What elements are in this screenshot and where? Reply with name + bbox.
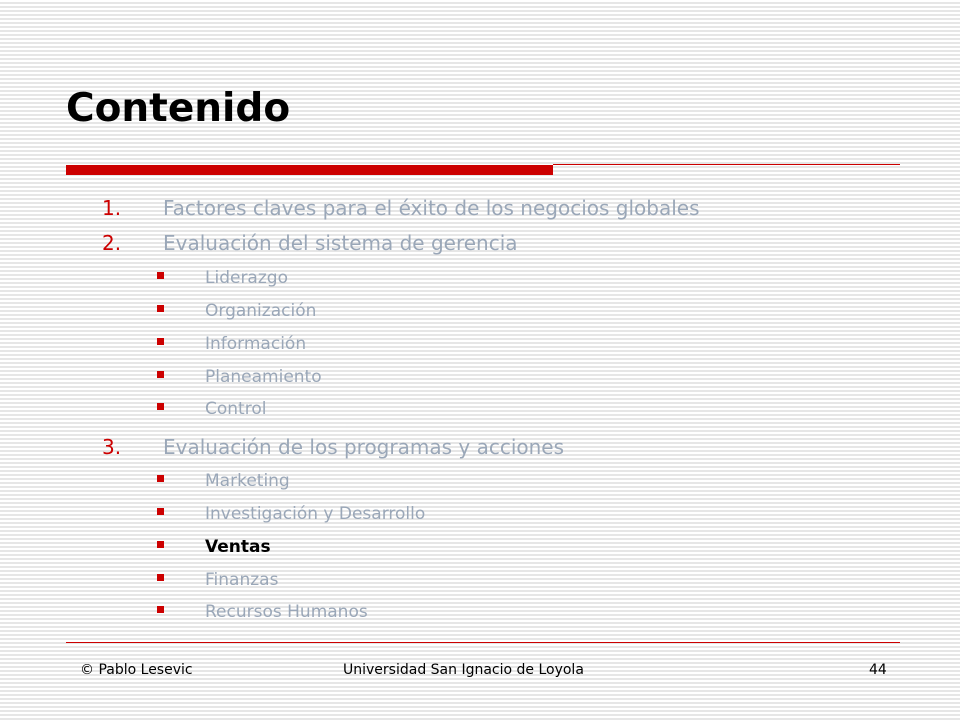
square-bullet-icon [157, 272, 164, 279]
outline-subitem: Organización [205, 301, 317, 321]
footer-institution: Universidad San Ignacio de Loyola [343, 662, 584, 678]
outline-number: 1. [102, 196, 122, 220]
slide-title: Contenido [66, 86, 291, 131]
outline-subitem: Investigación y Desarrollo [205, 504, 426, 524]
square-bullet-icon [157, 508, 164, 515]
outline-subitem: Marketing [205, 471, 290, 491]
outline-subitem: Finanzas [205, 570, 279, 590]
square-bullet-icon [157, 606, 164, 613]
outline-item-text: Evaluación del sistema de gerencia [163, 231, 518, 255]
outline-number: 2. [102, 231, 122, 255]
square-bullet-icon [157, 371, 164, 378]
square-bullet-icon [157, 338, 164, 345]
outline-subitem: Recursos Humanos [205, 602, 368, 622]
outline-subitem-current: Ventas [205, 537, 271, 557]
outline-subitem: Control [205, 399, 267, 419]
square-bullet-icon [157, 475, 164, 482]
outline-number: 3. [102, 435, 122, 459]
outline-item-text: Factores claves para el éxito de los negocios globales [163, 196, 700, 220]
outline-item-text: Evaluación de los programas y acciones [163, 435, 565, 459]
footer-page-number: 44 [869, 662, 887, 678]
outline-subitem: Planeamiento [205, 367, 322, 387]
square-bullet-icon [157, 305, 164, 312]
outline-subitem: Información [205, 334, 307, 354]
footer-divider [66, 642, 900, 643]
square-bullet-icon [157, 541, 164, 548]
footer-author: © Pablo Lesevic [80, 662, 193, 678]
square-bullet-icon [157, 403, 164, 410]
square-bullet-icon [157, 574, 164, 581]
outline-subitem: Liderazgo [205, 268, 288, 288]
